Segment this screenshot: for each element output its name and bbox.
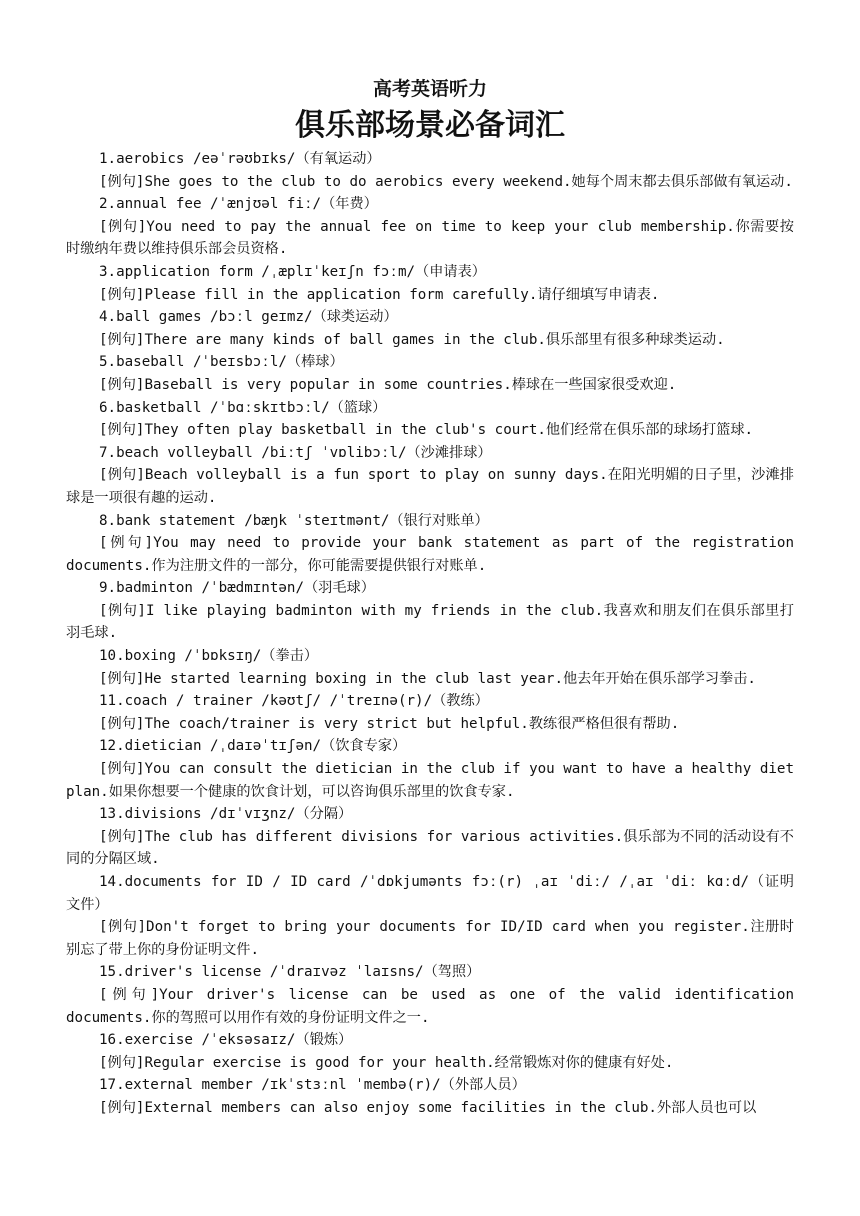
vocabulary-list bbox=[66, 148, 794, 1120]
vocab-entry bbox=[66, 442, 794, 510]
vocab-example: [例句]I like playing badminton with my friends in the club.我喜欢和朋友们在俱乐部里打羽毛球. bbox=[66, 602, 794, 642]
vocab-example: [例句]The club has different divisions for various activities.俱乐部为不同的活动设有不同的分隔区域. bbox=[66, 828, 794, 868]
vocab-example: [例句]External members can also enjoy some facilities in the club.外部人员也可以 bbox=[99, 1099, 757, 1116]
vocab-word: 8.bank statement /bæŋk ˈsteɪtmənt/（银行对账单） bbox=[99, 512, 489, 529]
vocab-entry bbox=[66, 397, 794, 442]
vocab-word: 10.boxing /ˈbɒksɪŋ/（拳击） bbox=[99, 648, 319, 665]
vocab-entry bbox=[66, 510, 794, 578]
vocab-word: 4.ball games /bɔːl geɪmz/（球类运动） bbox=[99, 309, 398, 326]
vocab-entry bbox=[66, 148, 794, 193]
vocab-entry bbox=[66, 261, 794, 306]
vocab-example: [例句]Don't forget to bring your documents for ID/ID card when you register.注册时别忘了带上你的身份证明文件. bbox=[66, 919, 794, 958]
vocab-example: [例句]He started learning boxing in the club last year.他去年开始在俱乐部学习拳击. bbox=[99, 670, 756, 687]
vocab-example: [例句]Regular exercise is good for your health.经常锻炼对你的健康有好处. bbox=[99, 1054, 674, 1071]
vocab-entry bbox=[66, 577, 794, 645]
vocab-example: [例句]She goes to the club to do aerobics every weekend.她每个周末都去俱乐部做有氧运动. bbox=[99, 173, 793, 190]
vocab-entry bbox=[66, 961, 794, 1029]
vocab-word: 1.aerobics /eəˈrəʊbɪks/（有氧运动） bbox=[99, 151, 381, 167]
vocab-example: [例句]Baseball is very popular in some countries.棒球在一些国家很受欢迎. bbox=[99, 376, 677, 393]
vocab-word: 11.coach / trainer /kəʊtʃ/ /ˈtreɪnə(r)/（教练） bbox=[99, 693, 489, 710]
vocab-entry bbox=[66, 690, 794, 735]
vocab-word: 6.basketball /ˈbɑːskɪtbɔːl/（篮球） bbox=[99, 399, 387, 416]
vocab-word: 14.documents for ID / ID card /ˈdɒkjumənts fɔː(r) ˌaɪ ˈdiː/ /ˌaɪ ˈdiː kɑːd/（证明文件） bbox=[66, 874, 794, 913]
vocab-example: [例句]You may need to provide your bank statement as part of the registration documents.作为注册文件的一部分，你可能需要提供银行对账单. bbox=[66, 535, 794, 574]
vocab-example: [例句]They often play basketball in the club's court.他们经常在俱乐部的球场打篮球. bbox=[99, 422, 754, 439]
vocab-word: 17.external member /ɪkˈstɜːnl ˈmembə(r)/（外部人员） bbox=[99, 1077, 526, 1094]
vocab-word: 12.dietician /ˌdaɪəˈtɪʃən/（饮食专家） bbox=[99, 738, 407, 755]
vocab-example: [例句]Beach volleyball is a fun sport to play on sunny days.在阳光明媚的日子里，沙滩排球是一项很有趣的运动. bbox=[66, 467, 794, 506]
document-subtitle: 高考英语听力 bbox=[372, 78, 487, 100]
vocab-entry bbox=[66, 351, 794, 396]
vocab-word: 7.beach volleyball /biːtʃ ˈvɒlibɔːl/（沙滩排球） bbox=[99, 444, 492, 461]
vocab-word: 15.driver's license /ˈdraɪvəz ˈlaɪsns/（驾照） bbox=[99, 964, 481, 981]
vocab-example: [例句]Your driver's license can be used as one of the valid identification documents.你的驾照可以用作有效的身份证明文件之一. bbox=[66, 986, 794, 1026]
vocab-word: 5.baseball /ˈbeɪsbɔːl/（棒球） bbox=[99, 354, 344, 371]
vocab-entry bbox=[66, 735, 794, 803]
vocab-entry bbox=[66, 803, 794, 871]
vocab-example: [例句]You need to pay the annual fee on time to keep your club membership.你需要按时缴纳年费以维持俱乐部会员资格. bbox=[66, 218, 794, 258]
vocab-example: [例句]Please fill in the application form carefully.请仔细填写申请表. bbox=[99, 286, 660, 303]
vocab-entry bbox=[66, 1029, 794, 1074]
document-title: 俱乐部场景必备词汇 bbox=[295, 108, 565, 143]
vocab-word: 9.badminton /ˈbædmɪntən/（羽毛球） bbox=[99, 580, 375, 597]
vocab-word: 3.application form /ˌæplɪˈkeɪʃn fɔːm/（申请表） bbox=[99, 263, 486, 280]
vocab-word: 16.exercise /ˈeksəsaɪz/（锻炼） bbox=[99, 1032, 353, 1049]
vocab-example: [例句]The coach/trainer is very strict but helpful.教练很严格但很有帮助. bbox=[99, 715, 680, 732]
vocab-entry bbox=[66, 645, 794, 690]
vocab-entry bbox=[66, 1074, 794, 1119]
vocab-example: [例句]You can consult the dietician in the club if you want to have a healthy diet plan.如果你想要一个健康的饮食计划，可以咨询俱乐部里的饮食专家. bbox=[66, 761, 794, 800]
vocab-example: [例句]There are many kinds of ball games in the club.俱乐部里有很多种球类运动. bbox=[99, 331, 725, 348]
vocab-word: 13.divisions /dɪˈvɪʒnz/（分隔） bbox=[99, 806, 353, 823]
vocab-word: 2.annual fee /ˈænjʊəl fiː/（年费） bbox=[99, 196, 378, 213]
vocab-entry bbox=[66, 193, 794, 261]
vocab-entry bbox=[66, 306, 794, 351]
vocab-entry bbox=[66, 871, 794, 961]
